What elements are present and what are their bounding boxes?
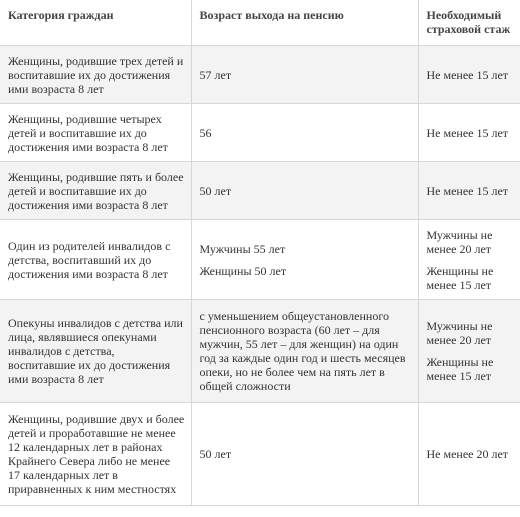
cell-retirement-age bbox=[191, 46, 418, 104]
age-line: 56 bbox=[199, 125, 212, 140]
insurance-line-men: Мужчины не менее 20 лет bbox=[426, 319, 493, 347]
header-insurance-period: Необходимый страховой стаж bbox=[418, 0, 520, 46]
insurance-line: Не менее 20 лет bbox=[426, 447, 509, 461]
insurance-line: Не менее 15 лет bbox=[426, 183, 509, 198]
age-line-women: Женщины 50 лет bbox=[199, 263, 287, 278]
table-row bbox=[0, 220, 520, 300]
header-retirement-age: Возраст выхода на пенсию bbox=[191, 0, 418, 46]
header-category: Категория граждан bbox=[0, 0, 191, 46]
cell-category: Женщины, родившие четырех детей и воспитавшие их до достижения ими возраста 8 лет bbox=[0, 104, 191, 162]
cell-insurance-period bbox=[418, 104, 520, 162]
age-line: с уменьшением общеустановленного пенсионного возраста (60 лет – для мужчин, 55 лет – для женщин) на один год за каждые один год и шесть месяцев опеки, но не более чем на пять лет в общей сложности bbox=[199, 309, 406, 393]
age-line: 57 лет bbox=[199, 67, 232, 82]
age-line: 50 лет bbox=[199, 183, 232, 198]
insurance-line: Не менее 15 лет bbox=[426, 67, 509, 82]
cell-category: Женщины, родившие трех детей и воспитавшие их до достижения ими возраста 8 лет bbox=[0, 46, 191, 104]
age-line: 50 лет bbox=[199, 447, 232, 461]
table-row bbox=[0, 300, 520, 403]
cell-retirement-age bbox=[191, 162, 418, 220]
table-row bbox=[0, 46, 520, 104]
insurance-line: Не менее 15 лет bbox=[426, 125, 509, 140]
cell-insurance-period bbox=[418, 46, 520, 104]
cell-category: Опекуны инвалидов с детства или лица, являвшиеся опекунами инвалидов с детства, воспитавшие их до достижения ими возраста 8 лет bbox=[0, 300, 191, 403]
insurance-line-women: Женщины не менее 15 лет bbox=[426, 263, 494, 292]
cell-retirement-age bbox=[191, 220, 418, 300]
age-line-men: Мужчины 55 лет bbox=[199, 241, 286, 256]
table-row bbox=[0, 104, 520, 162]
insurance-line-women: Женщины не менее 15 лет bbox=[426, 355, 494, 383]
cell-category: Женщины, родившие пять и более детей и воспитавшие их до достижения ими возраста 8 лет bbox=[0, 162, 191, 220]
cell-insurance-period bbox=[418, 403, 520, 506]
table-row bbox=[0, 403, 520, 506]
cell-insurance-period bbox=[418, 162, 520, 220]
cell-insurance-period bbox=[418, 300, 520, 403]
cell-retirement-age bbox=[191, 300, 418, 403]
cell-category: Женщины, родившие двух и более детей и проработавшие не менее 12 календарных лет в районах Крайнего Севера либо не менее 17 календарных лет в приравненных к ним местностях bbox=[0, 403, 191, 506]
cell-category: Один из родителей инвалидов с детства, воспитавший их до достижения ими возраста 8 лет bbox=[0, 220, 191, 300]
table-row bbox=[0, 162, 520, 220]
cell-insurance-period bbox=[418, 220, 520, 300]
table-header-row bbox=[0, 0, 520, 46]
insurance-line-men: Мужчины не менее 20 лет bbox=[426, 227, 493, 256]
cell-retirement-age bbox=[191, 403, 418, 506]
cell-retirement-age bbox=[191, 104, 418, 162]
